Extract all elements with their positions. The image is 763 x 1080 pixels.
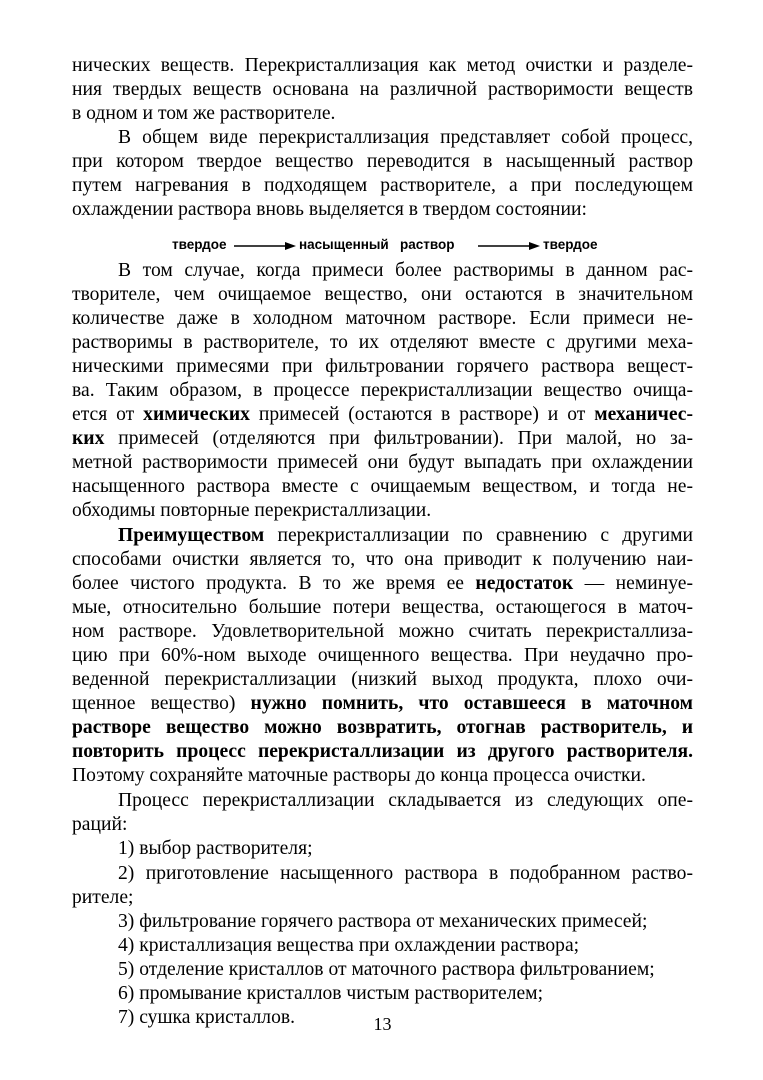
text-line: более чистого продукта. В то же время ее недостаток — неминуе- xyxy=(72,573,693,594)
text-line: растворе вещество можно возвратить, отогнав растворитель, и xyxy=(72,717,693,738)
text-line: веденной перекристаллизации (низкий выход продукта, плохо очи- xyxy=(72,669,693,690)
recrystallization-scheme xyxy=(172,234,612,258)
page-number: 13 xyxy=(373,1014,392,1034)
text-line: ническими примесями при фильтровании горячего раствора вещест- xyxy=(72,356,693,377)
list-item: 4) кристаллизация вещества при охлаждении раствора; xyxy=(118,935,580,956)
scheme-from: твердое xyxy=(172,237,227,252)
text-line: В том случае, когда примеси более растворимы в данном рас- xyxy=(118,260,693,281)
text-line: нических веществ. Перекристаллизация как метод очистки и разделе- xyxy=(72,55,693,76)
list-item: 6) промывание кристаллов чистым растворителем; xyxy=(118,983,544,1004)
text-line: в одном и том же растворителе. xyxy=(72,103,336,124)
text-line: обходимы повторные перекристаллизации. xyxy=(72,500,432,521)
text-line: ется от химических примесей (остаются в растворе) и от механичес- xyxy=(72,404,693,425)
arrow-icon-2 xyxy=(478,242,540,250)
list-item: 7) сушка кристаллов. xyxy=(118,1007,296,1028)
text-line: насыщенного раствора вместе с очищаемым веществом, и тогда не- xyxy=(72,476,693,497)
scheme-middle: насыщенный раствор xyxy=(299,237,455,252)
text-line: растворимы в растворителе, то их отделяют вместе с другими меха- xyxy=(72,332,693,353)
text-line: ния твердых веществ основана на различной растворимости веществ xyxy=(72,79,693,100)
text-line: при котором твердое вещество переводится в насыщенный раствор xyxy=(72,151,693,172)
text-line: ва. Таким образом, в процессе перекристаллизации вещество очища- xyxy=(72,380,693,401)
text-line: ном растворе. Удовлетворительной можно считать перекристаллиза- xyxy=(72,621,693,642)
list-item: 1) выбор растворителя; xyxy=(118,838,313,859)
text-line: Процесс перекристаллизации складывается из следующих опе- xyxy=(118,790,693,811)
text-line: охлаждении раствора вновь выделяется в твердом состоянии: xyxy=(72,199,587,220)
text-line: количестве даже в холодном маточном растворе. Если примеси не- xyxy=(72,308,693,329)
text-line: метной растворимости примесей они будут выпадать при охлаждении xyxy=(72,452,693,473)
text-line: ких примесей (отделяются при фильтровании). При малой, но за- xyxy=(72,428,693,449)
list-item: 5) отделение кристаллов от маточного раствора фильтрованием; xyxy=(118,959,655,980)
text-line: мые, относительно большие потери вещества, остающегося в маточ- xyxy=(72,597,693,618)
arrow-icon-1 xyxy=(234,242,296,250)
text-line: путем нагревания в подходящем растворителе, а при последующем xyxy=(72,175,693,196)
text-line: В общем виде перекристаллизация представляет собой процесс, xyxy=(118,127,693,148)
text-line: щенное вещество) нужно помнить, что оставшееся в маточном xyxy=(72,693,694,714)
list-item: 3) фильтрование горячего раствора от механических примесей; xyxy=(118,911,648,932)
text-line: раций: xyxy=(72,814,128,835)
text-line: творителе, чем очищаемое вещество, они остаются в значительном xyxy=(72,284,693,305)
text-line: Преимуществом перекристаллизации по сравнению с другими xyxy=(118,525,693,546)
text-line: цию при 60%-ном выходе очищенного вещества. При неудачно про- xyxy=(72,645,693,666)
text-line: Поэтому сохраняйте маточные растворы до конца процесса очистки. xyxy=(72,765,646,786)
list-item: 2) приготовление насыщенного раствора в подобранном раство- xyxy=(118,863,693,884)
text-line: способами очистки является то, что она приводит к получению наи- xyxy=(72,549,693,570)
text-line: повторить процесс перекристаллизации из другого растворителя. xyxy=(72,741,693,762)
list-item-continuation: рителе; xyxy=(72,887,134,908)
scheme-to: твердое xyxy=(543,237,598,252)
